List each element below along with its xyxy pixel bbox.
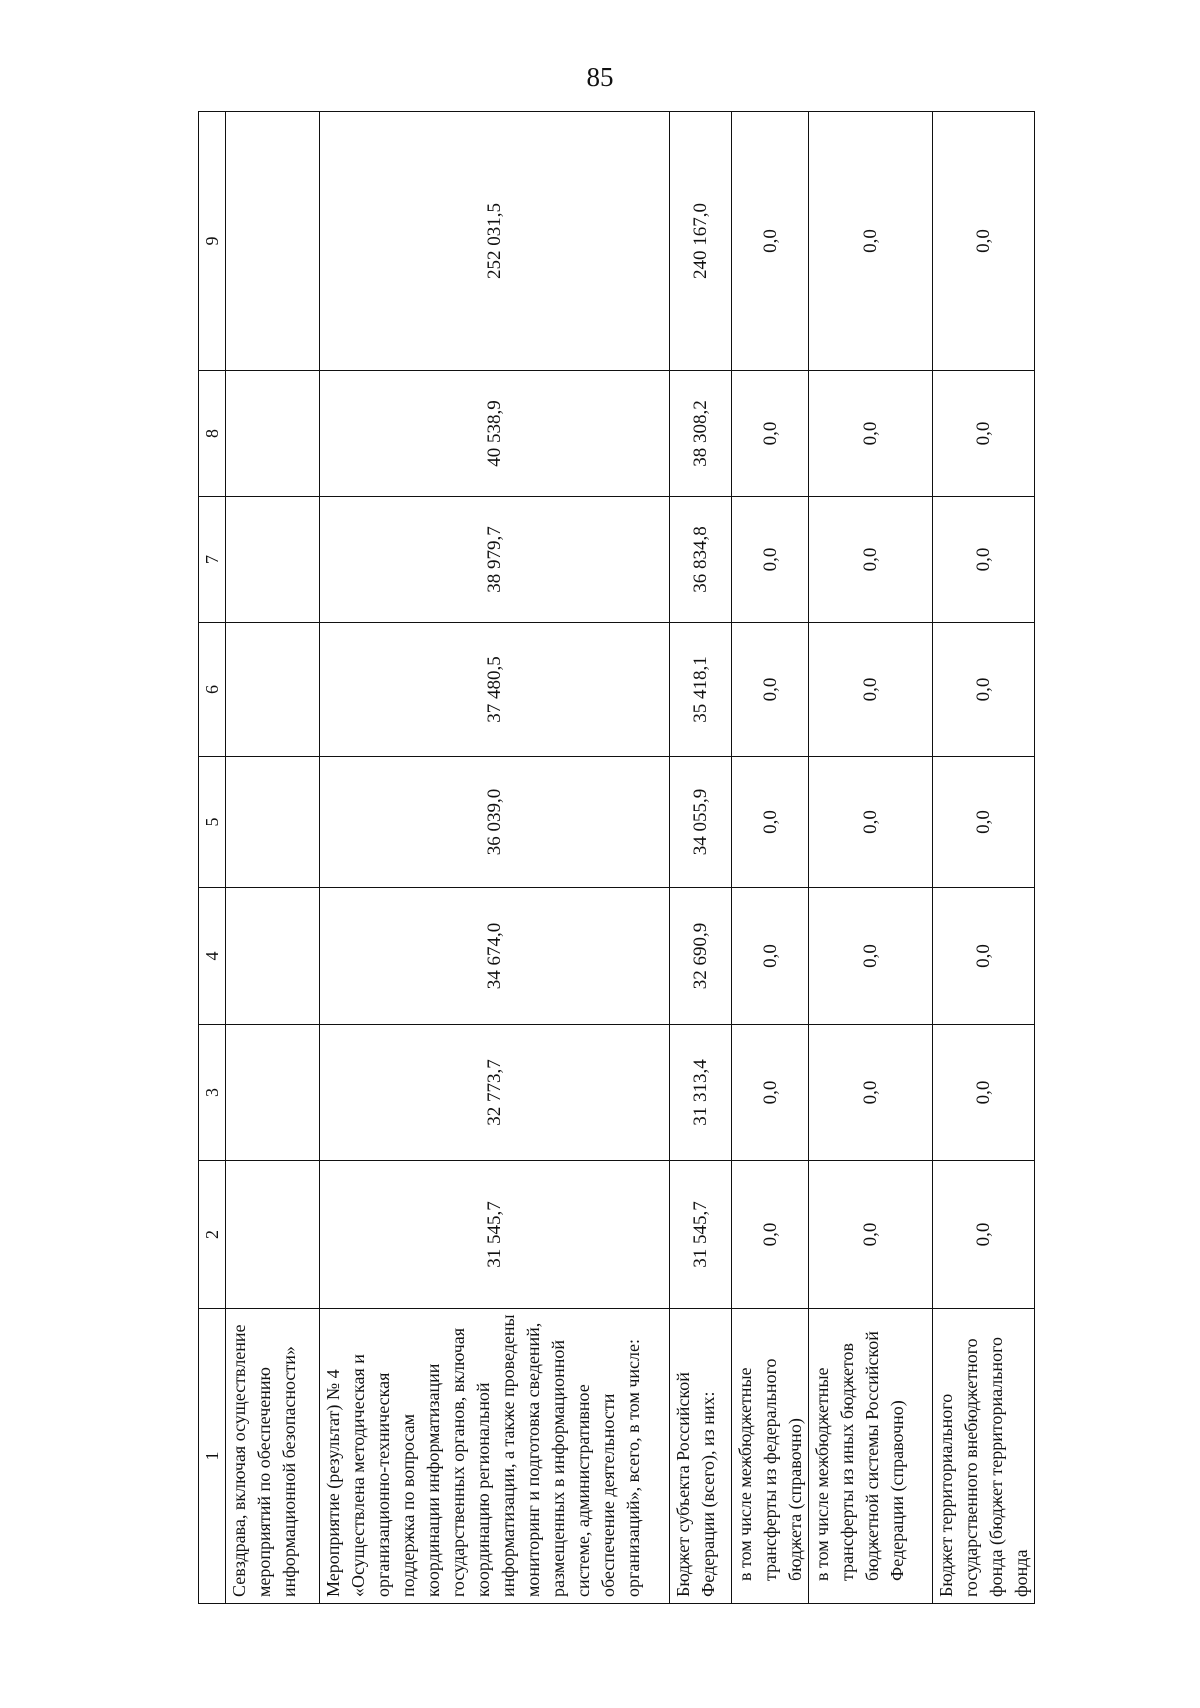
table-row [320, 112, 670, 1604]
cell-value [226, 757, 320, 888]
cell-value: 31 313,4 [670, 1025, 732, 1161]
column-header: 6 [199, 623, 226, 757]
cell-value: 35 418,1 [670, 623, 732, 757]
column-header: 2 [199, 1161, 226, 1309]
cell-value: 34 674,0 [320, 888, 670, 1025]
column-header: 5 [199, 757, 226, 888]
cell-value: 0,0 [809, 497, 933, 623]
cell-value [226, 371, 320, 497]
cell-value: 0,0 [933, 757, 1035, 888]
cell-value: 31 545,7 [670, 1161, 732, 1309]
cell-value: 38 979,7 [320, 497, 670, 623]
row-label: Севздрава, включая осуществление мероприятий по обеспечению информационной безопасности» [226, 1309, 320, 1604]
table-row [809, 112, 933, 1604]
column-header: 3 [199, 1025, 226, 1161]
row-label: Мероприятие (результат) № 4 «Осуществлена методическая и организационно-техническая поддержка по вопросам координации информатизации государственных органов, включая координацию региональной информатизации, а также проведены мониторинг и подготовка сведений, размещенных в информационной системе, административное обеспечение деятельности организаций», всего, в том числе: [320, 1309, 670, 1604]
cell-value: 34 055,9 [670, 757, 732, 888]
cell-value: 37 480,5 [320, 623, 670, 757]
cell-value [226, 497, 320, 623]
row-label: в том числе межбюджетные трансферты из иных бюджетов бюджетной системы Российской Федерации (справочно) [809, 1309, 933, 1604]
cell-value: 0,0 [809, 757, 933, 888]
cell-value: 40 538,9 [320, 371, 670, 497]
cell-value: 0,0 [732, 623, 809, 757]
cell-value: 0,0 [933, 1025, 1035, 1161]
cell-value [226, 1025, 320, 1161]
table-row [670, 112, 732, 1604]
cell-value: 0,0 [732, 1161, 809, 1309]
cell-value: 0,0 [809, 888, 933, 1025]
page-number: 85 [586, 62, 614, 92]
cell-value: 0,0 [933, 497, 1035, 623]
cell-value: 0,0 [732, 112, 809, 371]
cell-value: 32 690,9 [670, 888, 732, 1025]
cell-value: 36 834,8 [670, 497, 732, 623]
table-row [933, 112, 1035, 1604]
cell-value: 0,0 [933, 888, 1035, 1025]
column-header: 4 [199, 888, 226, 1025]
cell-value: 240 167,0 [670, 112, 732, 371]
cell-value: 0,0 [732, 1025, 809, 1161]
cell-value: 0,0 [933, 623, 1035, 757]
cell-value: 0,0 [809, 112, 933, 371]
header-row [199, 112, 226, 1604]
cell-value: 0,0 [933, 371, 1035, 497]
cell-value [226, 623, 320, 757]
cell-value: 0,0 [809, 1025, 933, 1161]
cell-value: 0,0 [933, 1161, 1035, 1309]
cell-value: 0,0 [732, 757, 809, 888]
cell-value: 0,0 [809, 623, 933, 757]
cell-value: 0,0 [933, 112, 1035, 371]
row-label: в том числе межбюджетные трансферты из федерального бюджета (справочно) [732, 1309, 809, 1604]
cell-value: 38 308,2 [670, 371, 732, 497]
rotated-table-wrapper [198, 112, 1031, 1604]
column-header: 1 [199, 1309, 226, 1604]
table-row [732, 112, 809, 1604]
cell-value: 32 773,7 [320, 1025, 670, 1161]
cell-value [226, 112, 320, 371]
table-row [226, 112, 320, 1604]
cell-value [226, 1161, 320, 1309]
cell-value: 0,0 [732, 888, 809, 1025]
row-label: Бюджет субъекта Российской Федерации (всего), из них: [670, 1309, 732, 1604]
cell-value: 0,0 [732, 497, 809, 623]
cell-value: 0,0 [809, 1161, 933, 1309]
column-header: 7 [199, 497, 226, 623]
column-header: 8 [199, 371, 226, 497]
cell-value: 252 031,5 [320, 112, 670, 371]
budget-table [198, 111, 1035, 1604]
row-label: Бюджет территориального государственного внебюджетного фонда (бюджет территориального фонда [933, 1309, 1035, 1604]
cell-value: 0,0 [809, 371, 933, 497]
cell-value: 36 039,0 [320, 757, 670, 888]
cell-value: 0,0 [732, 371, 809, 497]
column-header: 9 [199, 112, 226, 371]
cell-value: 31 545,7 [320, 1161, 670, 1309]
cell-value [226, 888, 320, 1025]
